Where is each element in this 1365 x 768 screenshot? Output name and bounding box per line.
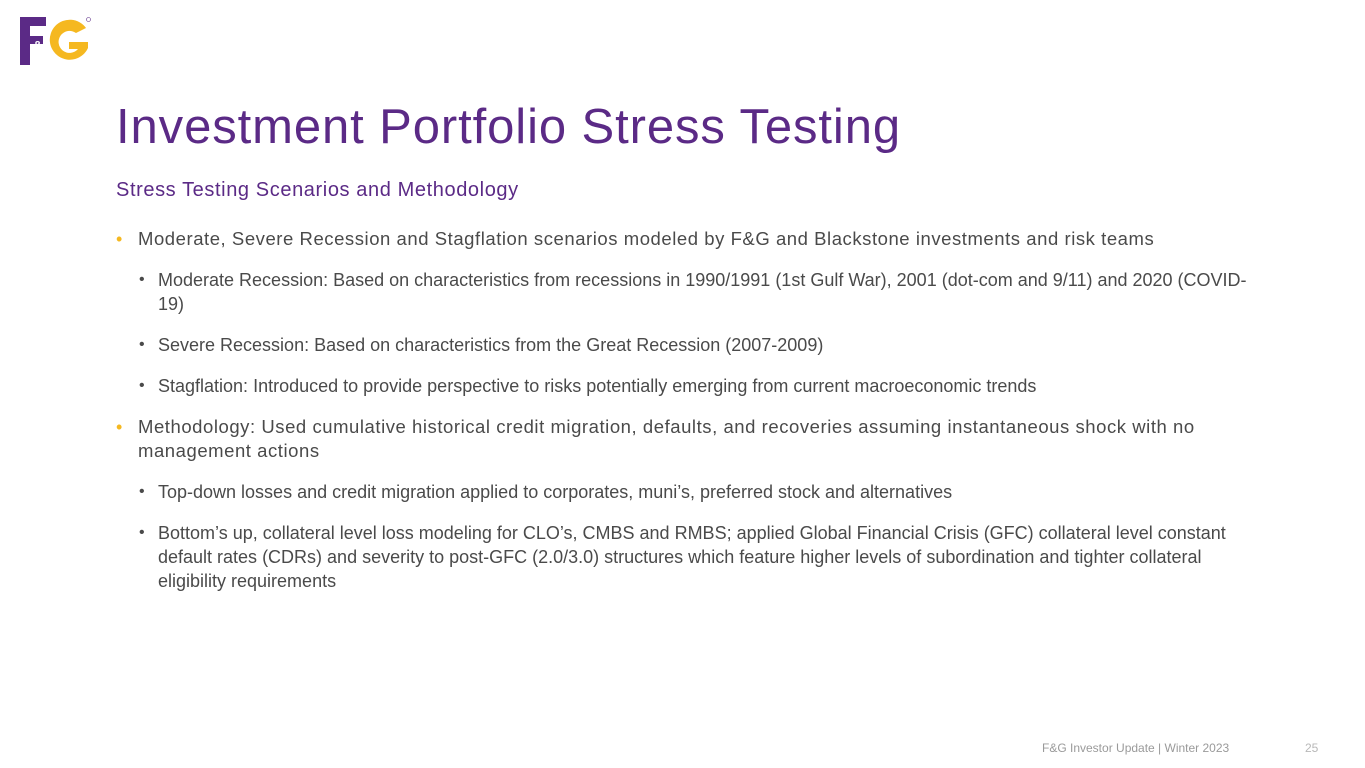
- sub-bullet-bottoms-up: [116, 521, 1266, 593]
- bullet-text: Moderate Recession: Based on characteristics from recessions in 1990/1991 (1st Gulf War), 2001 (dot-com and 9/11) and 2020 (COVID-19): [158, 270, 1247, 314]
- bullet-list: [116, 227, 1266, 610]
- sub-bullet-severe-recession: [116, 333, 1266, 357]
- sub-bullet-top-down: [116, 480, 1266, 504]
- page-number: 25: [1305, 741, 1319, 755]
- footer-text: F&G Investor Update | Winter 2023: [1042, 741, 1230, 755]
- bullet-icon: •: [116, 229, 123, 249]
- bullet-icon: •: [116, 417, 123, 437]
- page-subtitle: Stress Testing Scenarios and Methodology: [116, 179, 519, 201]
- bullet-text: Methodology: Used cumulative historical credit migration, defaults, and recoveries assuming instantaneous shock with no management actions: [138, 416, 1195, 461]
- sub-bullet-moderate-recession: [116, 268, 1266, 316]
- bullet-text: Bottom’s up, collateral level loss modeling for CLO’s, CMBS and RMBS; applied Global Financial Crisis (GFC) collateral level constant default rates (CDRs) and severity to post-GFC (2.0/3.0) structures which feature higher levels of subordination and tighter collateral eligibility requirements: [158, 523, 1226, 591]
- bullet-methodology: [116, 415, 1266, 463]
- bullet-text: Top-down losses and credit migration applied to corporates, muni’s, preferred stock and alternatives: [158, 482, 953, 502]
- bullet-text: Severe Recession: Based on characteristics from the Great Recession (2007-2009): [158, 335, 824, 355]
- bullet-icon: •: [139, 483, 145, 500]
- bullet-icon: •: [139, 271, 145, 288]
- company-logo: [20, 17, 92, 67]
- bullet-scenarios: [116, 227, 1266, 251]
- bullet-icon: •: [139, 336, 145, 353]
- sub-bullet-stagflation: [116, 374, 1266, 398]
- page-title: Investment Portfolio Stress Testing: [116, 100, 901, 154]
- svg-text:&: &: [33, 38, 43, 53]
- bullet-text: Stagflation: Introduced to provide perspective to risks potentially emerging from current macroeconomic trends: [158, 376, 1037, 396]
- bullet-icon: •: [139, 377, 145, 394]
- bullet-icon: •: [139, 524, 145, 541]
- bullet-text: Moderate, Severe Recession and Stagflation scenarios modeled by F&G and Blackstone investments and risk teams: [138, 228, 1155, 249]
